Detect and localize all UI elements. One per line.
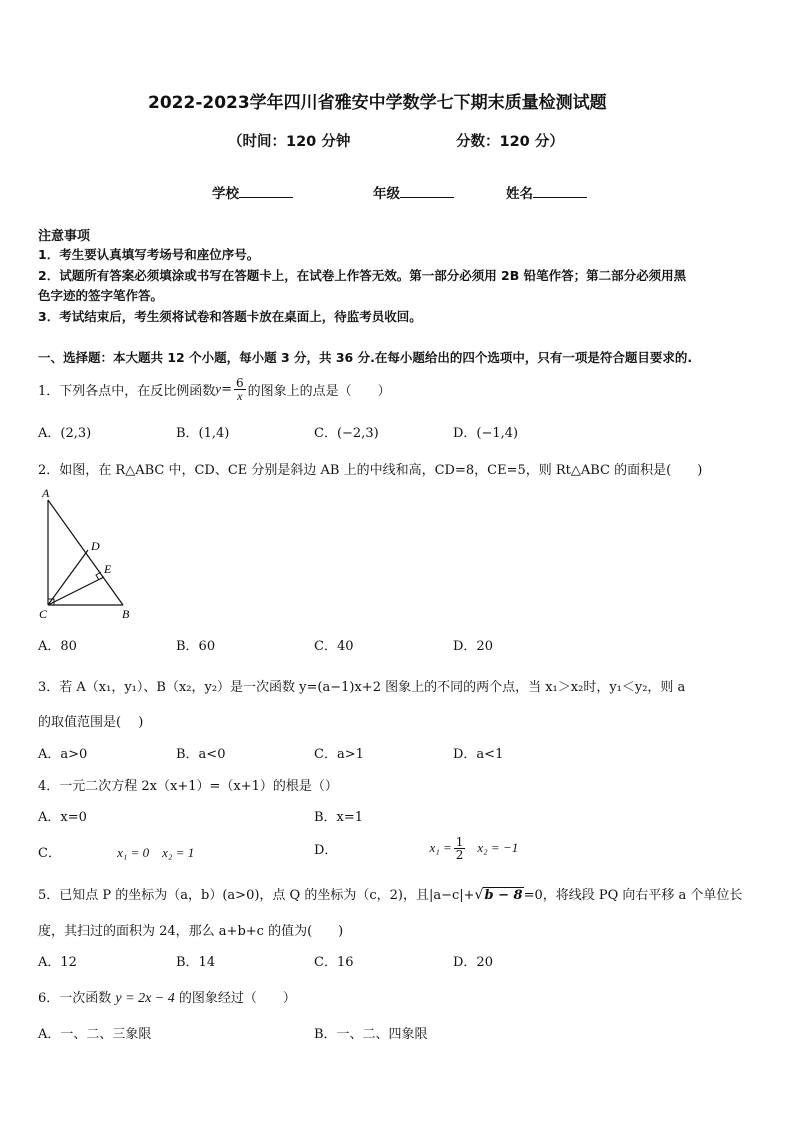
q2-option-b[interactable]: B．60 (176, 639, 216, 654)
q4-option-c-math: x₁ = 0 x₂ = 1 (117, 845, 195, 860)
q4-option-d[interactable] (314, 832, 518, 864)
label-d: D (91, 539, 100, 553)
question-4: 4．一元二次方程 2x（x+1）=（x+1）的根是（） (38, 779, 338, 794)
question-1 (38, 374, 391, 404)
label-c: C (39, 607, 48, 621)
question-5-line-2: 度，其扫过的面积为 24，那么 a+b+c 的值为( ) (38, 924, 344, 939)
median-cd (48, 550, 88, 605)
q6-math: y = 2x − 4 (115, 991, 175, 1006)
school-field[interactable] (212, 182, 293, 202)
note-item-2-cont: 色字迹的签字笔作答。 (38, 288, 164, 303)
q2-option-a[interactable]: A．80 (38, 639, 77, 654)
q4-d-numerator: 1 (455, 834, 464, 849)
q1-option-a[interactable]: A．(2,3) (38, 426, 92, 441)
altitude-ce (48, 577, 104, 605)
q2-triangle-figure (36, 484, 136, 624)
question-6 (38, 987, 296, 1007)
school-label: 学校 (212, 186, 239, 202)
q4-option-b[interactable]: B．x=1 (314, 810, 364, 825)
q4-d-denominator: 2 (455, 847, 464, 862)
label-e: E (104, 562, 112, 576)
note-item-1: 1．考生要认真填写考场号和座位序号。 (38, 247, 260, 262)
grade-field[interactable] (373, 182, 454, 202)
q1-numerator: 6 (235, 375, 244, 390)
q4-option-d-label: D． (314, 842, 338, 858)
grade-label: 年级 (373, 186, 400, 202)
q5-sqrt: b − 8 (484, 888, 523, 903)
q4-option-a[interactable]: A．x=0 (38, 810, 87, 825)
q6-stem-pre: 6．一次函数 (38, 991, 116, 1006)
q5-option-b[interactable]: B．14 (176, 955, 216, 970)
q4-d-x1: x₁ = (429, 840, 452, 855)
q1-stem-post: 的图象上的点是（ ） (247, 383, 391, 399)
label-a: A (42, 486, 50, 500)
q4-option-c[interactable] (38, 842, 194, 861)
q3-option-a[interactable]: A．a>0 (38, 747, 88, 762)
q4-d-x2: x₂ = −1 (477, 840, 519, 855)
question-5-line-1: 5．已知点 P 的坐标为（a，b）(a>0)，点 Q 的坐标为（c，2)，且|a−c|+√b − 8=0，将线段 PQ 向右平移 a 个单位长 (38, 887, 743, 903)
question-2: 2．如图，在 R△ABC 中，CD、CE 分别是斜边 AB 上的中线和高，CD=8，CE=5，则 Rt△ABC 的面积是( ) (38, 463, 703, 478)
q6-option-a[interactable]: A．一、二、三象限 (38, 1027, 152, 1042)
q6-option-b[interactable]: B．一、二、四象限 (314, 1027, 428, 1042)
q4-d-fraction (454, 836, 466, 861)
q3-option-b[interactable]: B．a<0 (176, 747, 226, 762)
notes-heading: 注意事项 (38, 229, 91, 244)
q1-eq: = (221, 381, 232, 397)
exam-score: 分数：120 分） (456, 134, 564, 150)
note-item-2: 2．试题所有答案必须填涂或书写在答题卡上，在试卷上作答无效。第一部分必须用 2B 铅笔作答；第二部分必须用黑 (38, 268, 687, 283)
q1-y: y (215, 381, 222, 396)
q6-stem-post: 的图象经过（ ） (174, 991, 296, 1006)
page-title: 2022-2023学年四川省雅安中学数学七下期末质量检测试题 (148, 93, 607, 113)
q1-option-d[interactable]: D．(−1,4) (453, 426, 519, 441)
label-b: B (122, 607, 130, 621)
q1-option-c[interactable]: C．(−2,3) (314, 426, 379, 441)
q1-fraction (234, 377, 246, 402)
name-field[interactable] (506, 182, 587, 202)
exam-time: （时间：120 分钟 (228, 134, 351, 150)
name-label: 姓名 (506, 186, 533, 202)
grade-blank[interactable] (400, 184, 454, 198)
q1-denominator: x (237, 388, 243, 403)
q5-option-a[interactable]: A．12 (38, 955, 77, 970)
name-blank[interactable] (533, 184, 587, 198)
q2-option-d[interactable]: D．20 (453, 639, 493, 654)
q1-stem-pre: 1．下列各点中，在反比例函数 (38, 383, 216, 399)
school-blank[interactable] (239, 184, 293, 198)
question-3-line-1: 3．若 A（x₁，y₁）、B（x₂，y₂）是一次函数 y=(a−1)x+2 图象上的不同的两个点，当 x₁＞x₂时，y₁＜y₂，则 a (38, 680, 686, 695)
q5-option-d[interactable]: D．20 (453, 955, 493, 970)
q5-stem-post: =0，将线段 PQ 向右平移 a 个单位长 (523, 888, 743, 903)
q1-option-b[interactable]: B．(1,4) (176, 426, 230, 441)
q3-option-d[interactable]: D．a<1 (453, 747, 504, 762)
q3-option-c[interactable]: C．a>1 (314, 747, 364, 762)
q2-option-c[interactable]: C．40 (314, 639, 354, 654)
q5-option-c[interactable]: C．16 (314, 955, 354, 970)
q4-option-c-label: C． (38, 846, 61, 861)
q5-stem-pre: 5．已知点 P 的坐标为（a，b）(a>0)，点 Q 的坐标为（c，2)，且|a−c|+ (38, 888, 475, 903)
section-heading: 一、选择题：本大题共 12 个小题，每小题 3 分，共 36 分.在每小题给出的四个选项中，只有一项是符合题目要求的. (38, 350, 693, 365)
note-item-3: 3．考试结束后，考生须将试卷和答题卡放在桌面上，待监考员收回。 (38, 309, 422, 324)
question-3-line-2: 的取值范围是( ) (38, 715, 144, 730)
